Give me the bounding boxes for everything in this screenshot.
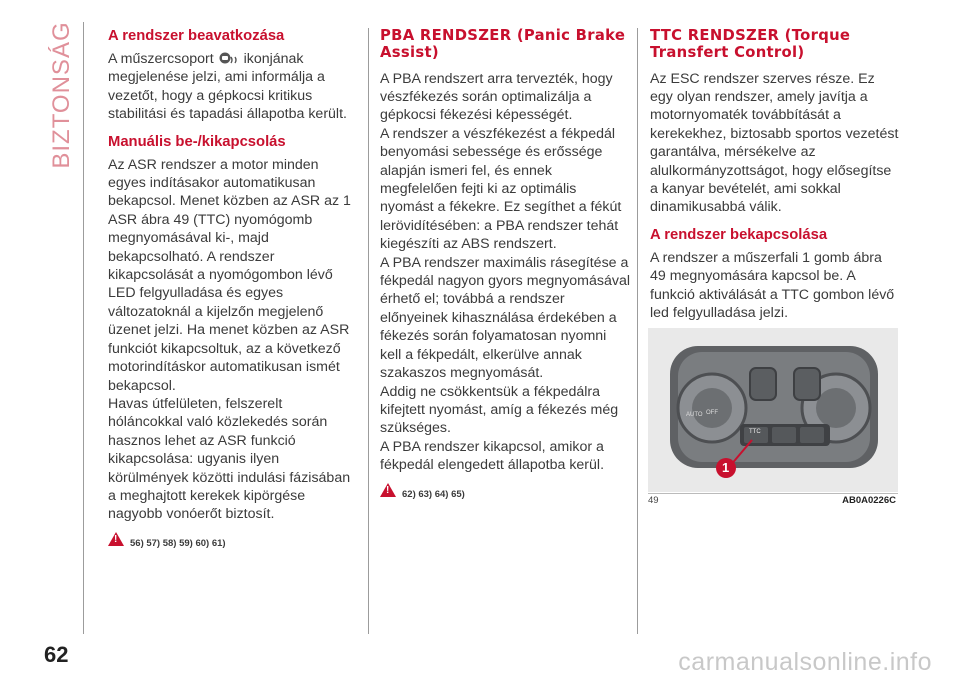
paragraph-snow-chains: Havas útfelületen, felszerelt hóláncokkal való közlekedés során hasznos lehet az ASR funkció kikapcsolása: ugyanis ilyen körülmények közötti indulási fázisában a meghajtott kerekek kipörgése nagyobb vonóerőt biztosít. bbox=[108, 395, 351, 523]
paragraph-ttc-1: Az ESC rendszer szerves része. Ez egy olyan rendszer, amely javítja a motornyomaték továbbítását a kerekekhez, biztosabb sportos vezetést garantálva, mérsékelve az alulkormányzottságot, hogy elősegítse a kanyar bevételét, ami sokkal dinamikusabbá válik. bbox=[650, 70, 899, 216]
section-side-label: BIZTONSÁG bbox=[48, 21, 75, 169]
climate-panel-illustration bbox=[648, 328, 898, 492]
figure-number: 49 bbox=[648, 495, 659, 506]
column-divider-1 bbox=[368, 28, 369, 634]
paragraph-pba-4: Addig ne csökkentsük a fékpedálra kifejtett nyomást, amíg a fékezés még szükséges. bbox=[380, 383, 619, 437]
column-asr bbox=[108, 28, 360, 549]
figure-code: AB0A0226C bbox=[842, 495, 896, 506]
heading-manual-toggle: Manuális be-/kikapcsolás bbox=[108, 133, 286, 150]
paragraph-intervention: A műszercsoport ikonjának megjelenése jelzi, ami informálja a vezetőt, hogy a gépkocsi kritikus stabilitási és tapadási állapotba került. bbox=[108, 51, 347, 123]
warning-triangle-icon bbox=[380, 483, 396, 497]
warning-refs-col2: ! 62) 63) 64) 65) bbox=[380, 483, 630, 500]
warning-triangle-icon bbox=[108, 532, 124, 546]
heading-activation: A rendszer bekapcsolása bbox=[650, 226, 828, 243]
heading-pba: PBA RENDSZER (Panic Brake Assist) bbox=[380, 27, 626, 61]
column-pba bbox=[380, 28, 630, 500]
watermark-text: carmanualsonline.info bbox=[678, 648, 932, 676]
paragraph-pba-1: A PBA rendszert arra tervezték, hogy vészfékezés során optimalizálja a gépkocsi fékezési képességét. bbox=[380, 70, 613, 124]
paragraph-activation: A rendszer a műszerfali 1 gomb ábra 49 megnyomására kapcsol be. A funkció aktiválását a TTC gombon lévő led felgyulladása jelzi. bbox=[650, 249, 895, 322]
figure-dashboard-panel bbox=[648, 328, 898, 492]
figure-caption-rule bbox=[648, 493, 898, 494]
paragraph-pba-2: A rendszer a vészfékezést a fékpedál benyomási sebessége és erőssége alapján ismeri fel, és ennek megfelelően fejti ki az optimális nyomást a fékekre. Ez segíthet a fékút lerövidítésében: a PBA rendszer tehát kiegészíti az ABS rendszert. bbox=[380, 125, 622, 253]
button-label-auto: AUTO bbox=[686, 412, 703, 418]
paragraph-manual-toggle: Az ASR rendszer a motor minden egyes indításakor automatikusan bekapcsol. Menet közben az ASR az 1 ASR ábra 49 (TTC) nyomógomb megnyomásával ki-, majd bekapcsolható. A rendszer kikapcsolását a nyomógombon lévő LED felgyulladása és egyes változatoknál a kijelzőn megjelenő üzenet jelzi. Ha menet közben az ASR funkciót kikapcsoltuk, az a következő motorindításkor automatikusan ismét bekapcsol. bbox=[108, 156, 351, 394]
column-ttc bbox=[650, 28, 900, 322]
margin-divider bbox=[83, 22, 84, 634]
figure-callout-number: 1 bbox=[722, 460, 730, 475]
page-number: 62 bbox=[44, 642, 69, 667]
paragraph-pba-3: A PBA rendszer maximális rásegítése a fékpedál nagyon gyors megnyomásával érhető el; továbbá a rendszer előnyeinek kihasználása érdekében a fékezés során folyamatosan nyomni kell a fékpedált, elkerülve annak szakaszos megnyomását. bbox=[380, 254, 631, 382]
paragraph-pba-5: A PBA rendszer kikapcsol, amikor a fékpedál elengedett állapotba kerül. bbox=[380, 438, 605, 474]
button-label-ttc: TTC bbox=[749, 429, 761, 435]
skid-warning-icon bbox=[218, 51, 240, 65]
heading-ttc: TTC RENDSZER (Torque Transfert Control) bbox=[650, 27, 851, 61]
heading-intervention: A rendszer beavatkozása bbox=[108, 28, 285, 44]
warning-refs-col1: ! 56) 57) 58) 59) 60) 61) bbox=[108, 532, 360, 549]
button-label-off: OFF bbox=[706, 410, 718, 416]
column-divider-2 bbox=[637, 28, 638, 634]
